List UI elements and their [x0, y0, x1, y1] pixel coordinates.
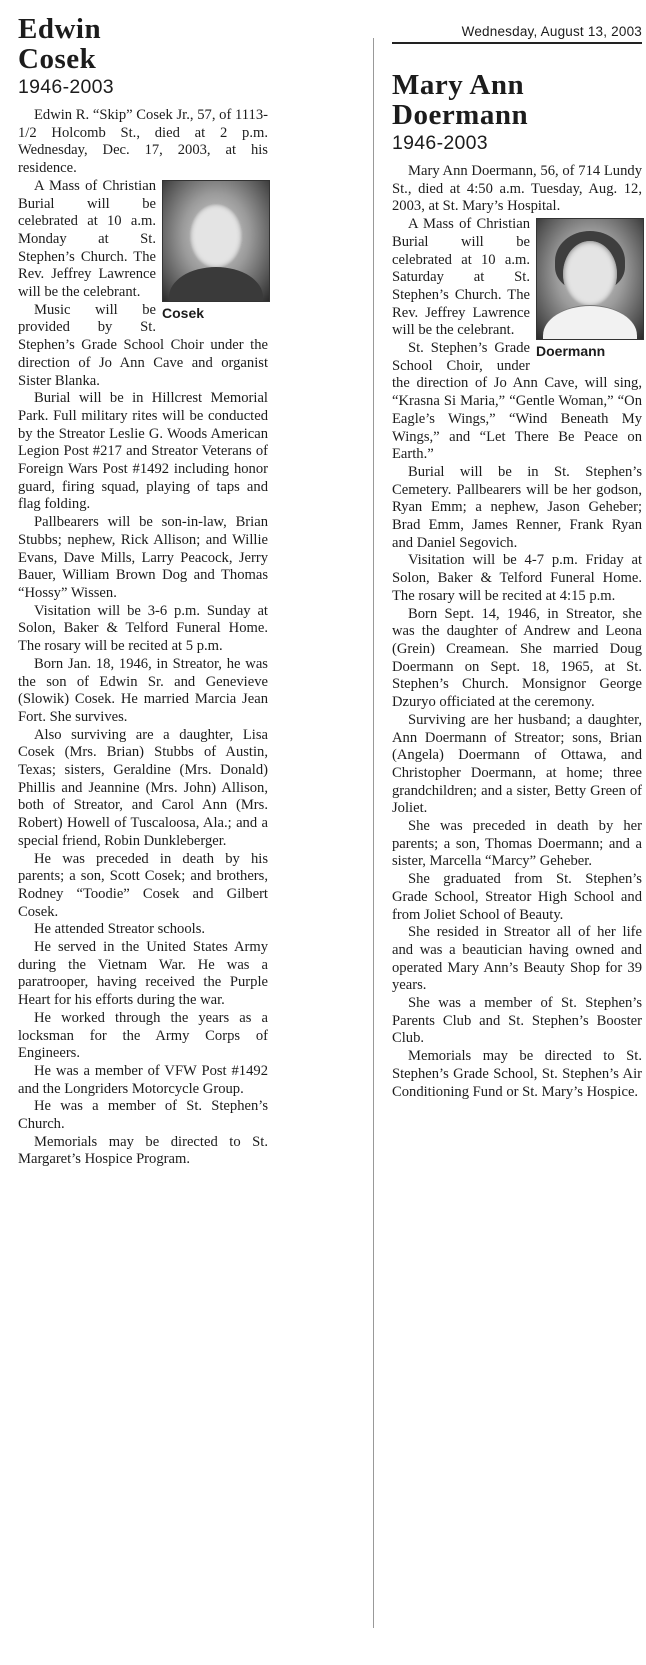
obituary-paragraph: Edwin R. “Skip” Cosek Jr., 57, of 1113-1/2 Holcomb St., died at 2 p.m. Wednesday, Dec. 17, 2003, at his residence.	[18, 107, 268, 177]
obituary-paragraph: She was preceded in death by her parents; a son, Thomas Doermann; and a sister, Marcella “Marcy” Geheber.	[392, 818, 642, 870]
obituary-paragraph: Burial will be in St. Stephen’s Cemetery. Pallbearers will be her godson, Ryan Emm; a nephew, Jason Geheber; Brad Emm, James Renner, Frank Ryan and Daniel Segovich.	[392, 463, 642, 551]
obituary-paragraph: Pallbearers will be son-in-law, Brian Stubbs; nephew, Rick Allison; and Willie Evans, Dave Mills, Larry Peacock, Jerry Bauer, William Brown Dog and Thomas “Hossy” Wissen.	[18, 514, 268, 601]
photo-caption: Doermann	[536, 343, 606, 360]
obituary-paragraph: He worked through the years as a locksman for the Army Corps of Engineers.	[18, 1009, 268, 1062]
obituary-photo	[162, 180, 268, 321]
obituary-body	[392, 163, 642, 1101]
obituary-paragraph: She was a member of St. Stephen’s Parents Club and St. Stephen’s Booster Club.	[392, 995, 642, 1047]
obituary-paragraph: She resided in Streator all of her life and was a beautician having owned and operated Mary Ann’s Beauty Shop for 39 years.	[392, 924, 642, 994]
obituary-paragraph: He was preceded in death by his parents; a son, Scott Cosek; and brothers, Rodney “Toodie” Cosek and Gilbert Cosek.	[18, 850, 268, 920]
obituary-paragraph: Music will be provided by St. Stephen’s Grade School Choir under the direction of Jo Ann Cave and organist Sister Blanka.	[18, 301, 268, 389]
name-line-1: Edwin	[18, 13, 102, 45]
obituary-paragraph: A Mass of Christian Burial will be celebrated at 10 a.m. Saturday at St. Stephen’s Church. The Rev. Jeffrey Lawrence will be the celebrant.	[392, 216, 530, 339]
obituary-paragraph: St. Stephen’s Grade School Choir, under the direction of Jo Ann Cave, will sing, “Krasna Si Maria,” “Gentle Woman,” “On Eagle’s Wings,” “Wind Beneath My Wings,” and “Let There Be Peace on Earth.”	[392, 340, 642, 463]
obituary-edwin-cosek	[18, 0, 268, 1169]
name-line-2: Doermann	[392, 99, 529, 131]
obituary-paragraph: Burial will be in Hillcrest Memorial Park. Full military rites will be conducted by the Streator Leslie G. Woods American Legion Post #217 and Streator Veterans of Foreign Wars Post #1492 including honor guard, firing squad, playing of taps and flag folding.	[18, 390, 268, 513]
obituary-paragraph: Also surviving are a daughter, Lisa Cosek (Mrs. Brian) Stubbs of Austin, Texas; sisters, Geraldine (Mrs. Donald) Phillis and Jeannine (Mrs. John) Allison, both of Streator, and Carol Ann (Mrs. Robert) Howell of Tuscaloosa, Ala.; and a special friend, Robin Dunkleberger.	[18, 726, 268, 849]
obituary-paragraph: Born Sept. 14, 1946, in Streator, she was the daughter of Andrew and Leona (Grein) Creamean. She married Doug Doermann on Sept. 18, 1965, at St. Stephen’s Church. Monsignor George Dzuryo officiated at the ceremony.	[392, 605, 642, 711]
obituary-photo	[536, 218, 642, 359]
obituary-paragraph: He was a member of St. Stephen’s Church.	[18, 1098, 268, 1133]
obituary-paragraph: He served in the United States Army during the Vietnam War. He was a paratrooper, having received the Purple Heart for his efforts during the war.	[18, 939, 268, 1009]
portrait-image	[536, 218, 644, 340]
name-line-2: Cosek	[18, 43, 97, 75]
dateline: Wednesday, August 13, 2003	[392, 0, 642, 44]
obituary-paragraph: Visitation will be 3-6 p.m. Sunday at Solon, Baker & Telford Funeral Home. The rosary will be recited at 5 p.m.	[18, 602, 268, 655]
obituary-years: 1946-2003	[392, 132, 488, 154]
obituary-paragraph: He attended Streator schools.	[34, 921, 206, 938]
obituary-paragraph: Born Jan. 18, 1946, in Streator, he was the son of Edwin Sr. and Genevieve (Slowik) Cosek. He married Marcia Jean Fort. She survives.	[18, 655, 268, 725]
obituary-paragraph: He was a member of VFW Post #1492 and the Longriders Motorcycle Group.	[18, 1062, 268, 1097]
obituary-paragraph: Memorials may be directed to St. Stephen’s Grade School, St. Stephen’s Air Conditioning Fund or St. Mary’s Hospice.	[392, 1048, 642, 1100]
photo-caption: Cosek	[162, 304, 205, 321]
obituary-body	[18, 107, 268, 1169]
portrait-image	[162, 180, 270, 302]
obituary-paragraph: She graduated from St. Stephen’s Grade School, Streator High School and from Joliet School of Beauty.	[392, 871, 642, 923]
obituary-paragraph: A Mass of Christian Burial will be celebrated at 10 a.m. Monday at St. Stephen’s Church. The Rev. Jeffrey Lawrence will be the celebrant.	[18, 177, 156, 301]
obituary-mary-ann-doermann	[392, 0, 642, 1101]
obituary-paragraph: Surviving are her husband; a daughter, Ann Doermann of Streator; sons, Brian (Angela) Doermann of Ottawa, and Christopher Doermann, at home; three grandchildren; and a sister, Betty Green of Joliet.	[392, 711, 642, 817]
obituary-years: 1946-2003	[18, 76, 114, 98]
obituary-name	[392, 70, 642, 130]
obituary-paragraph: Visitation will be 4-7 p.m. Friday at Solon, Baker & Telford Funeral Home. The rosary will be recited at 4:15 p.m.	[392, 552, 642, 604]
obituary-paragraph: Memorials may be directed to St. Margaret’s Hospice Program.	[18, 1133, 268, 1168]
obituary-name	[18, 14, 268, 74]
obituary-paragraph: Mary Ann Doermann, 56, of 714 Lundy St., died at 4:50 a.m. Tuesday, Aug. 12, 2003, at St. Mary’s Hospital.	[392, 163, 642, 215]
name-line-1: Mary Ann	[392, 69, 525, 101]
column-divider	[373, 38, 374, 1628]
